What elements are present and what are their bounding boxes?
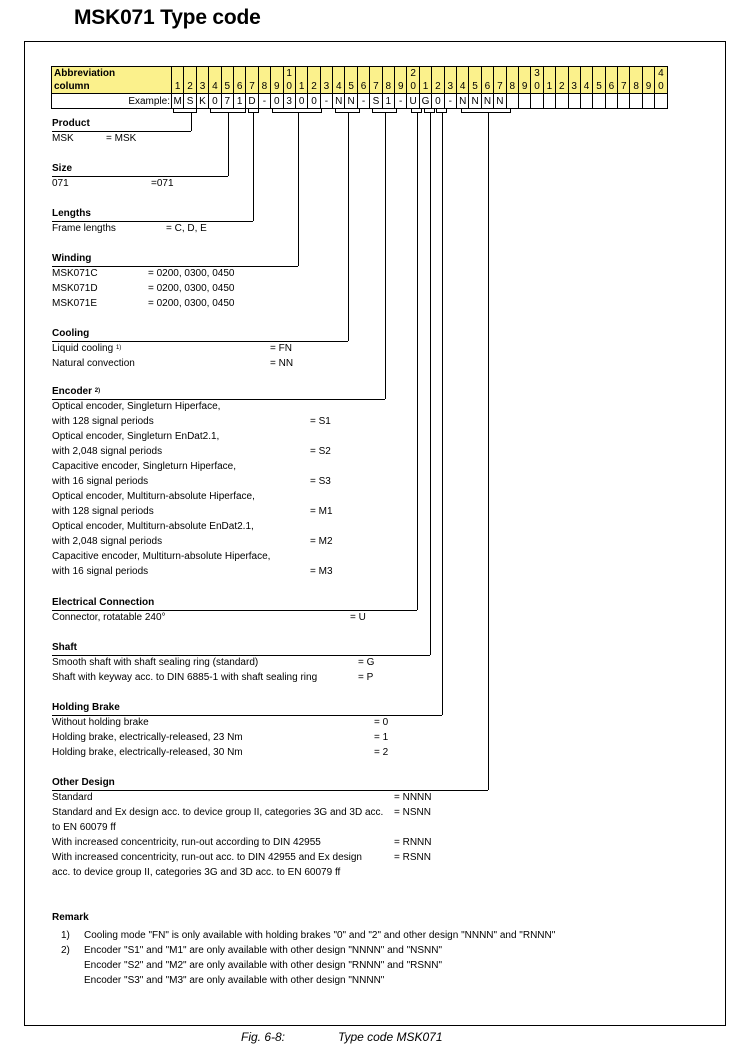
section-heading [52, 251, 98, 266]
example-code-cell [568, 94, 580, 109]
section-heading [52, 116, 90, 131]
option-code: = RSNN [394, 852, 431, 863]
option-text: Optical encoder, Multiturn-absolute Hiperface, [52, 491, 255, 502]
column-number-cell: 0 [283, 80, 295, 94]
column-number-cell: 3 [196, 80, 208, 94]
decade-cell [184, 67, 196, 81]
option-row [52, 865, 383, 880]
example-code-cell: 1 [233, 94, 245, 109]
remark-line [52, 943, 555, 958]
position-bracket [372, 109, 397, 113]
remark-line [52, 928, 555, 943]
option-text: with 2,048 signal periods [52, 536, 163, 547]
option-text: Standard [52, 792, 93, 803]
option-text: with 2,048 signal periods [52, 446, 163, 457]
option-text: 071 [52, 178, 69, 189]
example-code-cell: 0 [271, 94, 283, 109]
option-row [52, 670, 374, 685]
decade-cell [543, 67, 555, 81]
option-row [52, 745, 389, 760]
option-row [52, 820, 383, 835]
decade-cell [630, 67, 642, 81]
option-code: = NNNN [394, 792, 432, 803]
column-number-cell: 8 [258, 80, 270, 94]
option-code: = 2 [374, 747, 389, 758]
section-shaft [52, 640, 375, 685]
decade-cell [345, 67, 357, 81]
figure-caption [241, 1030, 443, 1044]
option-text: with 128 signal periods [52, 506, 154, 517]
option-row [52, 835, 432, 850]
column-number-cell: 4 [209, 80, 221, 94]
column-number-cell: 1 [543, 80, 555, 94]
example-code-cell: 0 [432, 94, 444, 109]
option-code: = MSK [106, 133, 137, 144]
option-row [52, 655, 375, 670]
option-code: =071 [151, 178, 174, 189]
option-text: With increased concentricity, run-out acc. to DIN 42955 and Ex design [52, 852, 362, 863]
column-number-cell: 2 [184, 80, 196, 94]
example-code-cell: - [258, 94, 270, 109]
column-number-cell: 5 [221, 80, 233, 94]
decade-cell [333, 67, 345, 81]
section-cooling [52, 326, 294, 371]
column-number-cell: 1 [295, 80, 307, 94]
connector-line [348, 113, 349, 341]
column-number-cell: 6 [605, 80, 617, 94]
column-number-cell: 0 [407, 80, 419, 94]
column-number-cell: 3 [444, 80, 456, 94]
option-code: = NN [270, 358, 294, 369]
option-row [52, 221, 207, 236]
example-code-cell: U [407, 94, 419, 109]
decade-cell [432, 67, 444, 81]
decade-cell [580, 67, 592, 81]
decade-cell [370, 67, 382, 81]
section-heading-text: Size [52, 163, 73, 174]
option-row [52, 459, 270, 474]
example-code-cell: N [494, 94, 506, 109]
section-heading [52, 595, 166, 610]
decade-cell [642, 67, 654, 81]
section-heading [52, 640, 317, 655]
remark-text: Encoder "S3" and "M3" are only available with other design "NNNN" [84, 975, 385, 986]
position-bracket [272, 109, 322, 113]
column-number-cell: 0 [655, 80, 667, 94]
column-number-cell: 7 [246, 80, 258, 94]
option-row [52, 504, 333, 519]
connector-line [191, 113, 192, 131]
decade-cell: 4 [655, 67, 667, 81]
column-number-cell: 3 [320, 80, 332, 94]
decade-cell [295, 67, 307, 81]
example-code-cell [556, 94, 568, 109]
section-underline [52, 341, 348, 342]
decade-cell [444, 67, 456, 81]
column-number-cell: 1 [419, 80, 431, 94]
option-row [52, 176, 174, 191]
decade-cell [209, 67, 221, 81]
example-code-cell: N [456, 94, 468, 109]
section-encoder [52, 384, 333, 579]
connector-line [253, 113, 254, 221]
example-code-cell: 0 [295, 94, 307, 109]
column-number-cell: 8 [630, 80, 642, 94]
option-text: Holding brake, electrically-released, 23 Nm [52, 732, 243, 743]
section-heading-text: Holding Brake [52, 702, 120, 713]
option-text: MSK [52, 133, 74, 144]
option-code: = 0200, 0300, 0450 [148, 298, 235, 309]
option-row [52, 414, 331, 429]
section-brake [52, 700, 389, 760]
column-label: column [52, 80, 172, 94]
abbreviation-label: Abbreviation [52, 67, 172, 81]
column-number-cell: 9 [518, 80, 530, 94]
connector-line [442, 113, 443, 715]
option-code: = S1 [310, 416, 331, 427]
column-number-cell: 4 [333, 80, 345, 94]
option-row [52, 850, 431, 865]
option-row [52, 131, 137, 146]
option-text: Optical encoder, Multiturn-absolute EnDat2.1, [52, 521, 254, 532]
section-heading [52, 384, 270, 399]
decade-cell [221, 67, 233, 81]
option-row [52, 429, 270, 444]
section-heading-text: Lengths [52, 208, 91, 219]
option-text: Optical encoder, Singleturn Hiperface, [52, 401, 221, 412]
column-number-cell: 0 [531, 80, 543, 94]
position-bracket [248, 109, 259, 113]
remark-line [52, 973, 555, 988]
column-number-cell: 7 [370, 80, 382, 94]
example-code-cell: - [444, 94, 456, 109]
example-code-cell: N [469, 94, 481, 109]
column-number-cell: 4 [456, 80, 468, 94]
remark-number: 2) [61, 945, 70, 956]
option-row [52, 730, 389, 745]
remark-number: 1) [61, 930, 70, 941]
option-code: = FN [270, 343, 292, 354]
figure-number: Fig. 6-8: [241, 1030, 286, 1044]
section-heading-text: Product [52, 118, 90, 129]
example-code-cell: K [196, 94, 208, 109]
section-winding [52, 251, 235, 311]
remark-text: Encoder "S2" and "M2" are only available with other design "RNNN" and "RSNN" [84, 960, 443, 971]
option-code: = M3 [310, 566, 333, 577]
decade-cell [494, 67, 506, 81]
example-code-cell: G [419, 94, 431, 109]
connector-line [417, 113, 418, 610]
decade-cell [518, 67, 530, 81]
connector-line [488, 113, 489, 790]
option-row [52, 399, 270, 414]
example-code-cell [518, 94, 530, 109]
decade-cell [456, 67, 468, 81]
decade-cell [469, 67, 481, 81]
section-heading [52, 700, 243, 715]
example-code-cell [531, 94, 543, 109]
position-bracket [335, 109, 360, 113]
option-row [52, 790, 432, 805]
option-code: = S2 [310, 446, 331, 457]
decade-cell: 2 [407, 67, 419, 81]
option-text: with 16 signal periods [52, 476, 149, 487]
decade-cell [506, 67, 518, 81]
column-number-cell: 8 [506, 80, 518, 94]
column-number-cell: 5 [593, 80, 605, 94]
column-number-cell: 2 [308, 80, 320, 94]
example-code-cell: - [320, 94, 332, 109]
decade-cell: 3 [531, 67, 543, 81]
column-number-cell: 7 [494, 80, 506, 94]
section-underline [52, 131, 191, 132]
column-number-cell: 5 [469, 80, 481, 94]
option-code: = U [350, 612, 366, 623]
option-code: = C, D, E [166, 223, 207, 234]
position-bracket [173, 109, 197, 113]
section-underline [52, 399, 385, 400]
option-text: acc. to device group II, categories 3G and 3D acc. to EN 60079 ff [52, 867, 341, 878]
column-number-cell: 4 [580, 80, 592, 94]
decade-cell [382, 67, 394, 81]
column-number-cell: 7 [618, 80, 630, 94]
column-number-cell: 9 [271, 80, 283, 94]
column-number-cell: 6 [233, 80, 245, 94]
column-number-cell: 6 [357, 80, 369, 94]
option-code: = 0200, 0300, 0450 [148, 283, 235, 294]
decade-cell [308, 67, 320, 81]
section-underline [52, 715, 442, 716]
position-bracket [461, 109, 511, 113]
connector-line [430, 113, 431, 655]
option-row [52, 549, 270, 564]
option-row [52, 489, 270, 504]
option-row [52, 474, 331, 489]
option-code: = P [358, 672, 374, 683]
decade-cell [320, 67, 332, 81]
example-code-cell: 3 [283, 94, 295, 109]
section-underline [52, 610, 417, 611]
option-text: MSK071D [52, 283, 98, 294]
decade-cell [233, 67, 245, 81]
option-code: = 0200, 0300, 0450 [148, 268, 235, 279]
example-code-cell: 0 [209, 94, 221, 109]
example-code-cell [655, 94, 667, 109]
section-underline [52, 176, 228, 177]
position-bracket [424, 109, 435, 113]
example-code-cell: - [395, 94, 407, 109]
decade-cell [258, 67, 270, 81]
decade-cell [196, 67, 208, 81]
decade-cell [556, 67, 568, 81]
option-text: Holding brake, electrically-released, 30 Nm [52, 747, 243, 758]
column-number-cell: 3 [568, 80, 580, 94]
section-heading [52, 775, 383, 790]
example-code-cell: S [370, 94, 382, 109]
section-heading-text: Cooling [52, 328, 90, 339]
section-underline [52, 266, 298, 267]
option-text: with 128 signal periods [52, 416, 154, 427]
remark-heading: Remark [52, 912, 89, 923]
option-text: to EN 60079 ff [52, 822, 116, 833]
remark-text: Encoder "S1" and "M1" are only available with other design "NNNN" and "NSNN" [84, 945, 443, 956]
option-row [52, 266, 235, 281]
option-text: Without holding brake [52, 717, 149, 728]
option-row [52, 444, 331, 459]
example-code-cell: S [184, 94, 196, 109]
option-code: = M1 [310, 506, 333, 517]
decade-cell [395, 67, 407, 81]
option-code: = RNNN [394, 837, 432, 848]
footnote-marker: 2) [94, 388, 101, 394]
option-text: Liquid cooling [52, 343, 114, 354]
section-heading [52, 326, 135, 341]
section-heading-text: Other Design [52, 777, 115, 788]
option-row [52, 610, 366, 625]
decade-cell: 1 [283, 67, 295, 81]
example-code-cell: N [481, 94, 493, 109]
option-text: Capacitive encoder, Singleturn Hiperface, [52, 461, 236, 472]
decade-cell [593, 67, 605, 81]
option-code: = G [358, 657, 375, 668]
type-code-grid [51, 66, 668, 109]
remark-block [52, 910, 555, 988]
decade-cell [246, 67, 258, 81]
option-row [52, 281, 235, 296]
example-code-cell: 0 [308, 94, 320, 109]
example-code-cell: N [333, 94, 345, 109]
connector-line [298, 113, 299, 266]
connector-line [385, 113, 386, 399]
decade-cell [481, 67, 493, 81]
section-heading [52, 206, 116, 221]
example-code-cell [506, 94, 518, 109]
column-number-cell: 9 [642, 80, 654, 94]
example-code-cell: 7 [221, 94, 233, 109]
example-code-cell [630, 94, 642, 109]
option-text: With increased concentricity, run-out according to DIN 42955 [52, 837, 321, 848]
column-number-cell: 6 [481, 80, 493, 94]
option-row [52, 564, 333, 579]
position-bracket [210, 109, 246, 113]
option-text: Connector, rotatable 240° [52, 612, 166, 623]
option-text: with 16 signal periods [52, 566, 149, 577]
option-row [52, 534, 333, 549]
section-underline [52, 655, 430, 656]
remark-text: Cooling mode "FN" is only available with holding brakes "0" and "2" and other design "NNNN" and "RNNN" [84, 930, 556, 941]
column-number-cell: 1 [172, 80, 184, 94]
option-row [52, 715, 389, 730]
option-text: Standard and Ex design acc. to device group II, categories 3G and 3D acc. [52, 807, 384, 818]
example-code-cell: D [246, 94, 258, 109]
option-code: = 0 [374, 717, 389, 728]
option-code: = 1 [374, 732, 389, 743]
option-text: MSK071E [52, 298, 98, 309]
page-title: MSK071 Type code [74, 6, 261, 29]
decade-cell [357, 67, 369, 81]
decade-cell [271, 67, 283, 81]
section-heading-text: Shaft [52, 642, 77, 653]
option-text: Smooth shaft with shaft sealing ring (standard) [52, 657, 259, 668]
position-bracket [411, 109, 422, 113]
option-text: Shaft with keyway acc. to DIN 6885-1 with shaft sealing ring [52, 672, 318, 683]
example-code-cell: M [172, 94, 184, 109]
column-number-cell: 9 [395, 80, 407, 94]
example-code-cell: N [345, 94, 357, 109]
option-row [52, 356, 294, 371]
option-text: MSK071C [52, 268, 98, 279]
decade-cell [568, 67, 580, 81]
column-number-cell: 2 [556, 80, 568, 94]
example-code-cell [618, 94, 630, 109]
example-label: Example: [52, 94, 172, 109]
decade-cell [172, 67, 184, 81]
footnote-marker: 1) [115, 345, 122, 351]
section-underline [52, 790, 488, 791]
example-code-cell [580, 94, 592, 109]
column-number-cell: 5 [345, 80, 357, 94]
figure-title: Type code MSK071 [338, 1030, 443, 1044]
option-text: Natural convection [52, 358, 135, 369]
option-text: Optical encoder, Singleturn EnDat2.1, [52, 431, 220, 442]
example-code-cell [605, 94, 617, 109]
option-row [52, 805, 431, 820]
option-text: Frame lengths [52, 223, 116, 234]
option-row [52, 519, 270, 534]
section-heading-text: Winding [52, 253, 92, 264]
example-code-cell [642, 94, 654, 109]
section-heading-text: Encoder [52, 386, 93, 397]
option-text: Capacitive encoder, Multiturn-absolute Hiperface, [52, 551, 271, 562]
column-number-cell: 2 [432, 80, 444, 94]
remark-line [52, 958, 555, 973]
option-row [52, 296, 235, 311]
connector-line [228, 113, 229, 176]
option-code: = NSNN [394, 807, 431, 818]
decade-cell [419, 67, 431, 81]
section-heading-text: Electrical Connection [52, 597, 155, 608]
position-bracket [436, 109, 447, 113]
example-code-cell [593, 94, 605, 109]
option-code: = S3 [310, 476, 331, 487]
option-row [52, 341, 292, 356]
example-code-cell: - [357, 94, 369, 109]
decade-cell [618, 67, 630, 81]
option-code: = M2 [310, 536, 333, 547]
section-underline [52, 221, 253, 222]
decade-cell [605, 67, 617, 81]
example-code-cell: 1 [382, 94, 394, 109]
example-code-cell [543, 94, 555, 109]
column-number-cell: 8 [382, 80, 394, 94]
section-heading [52, 161, 72, 176]
